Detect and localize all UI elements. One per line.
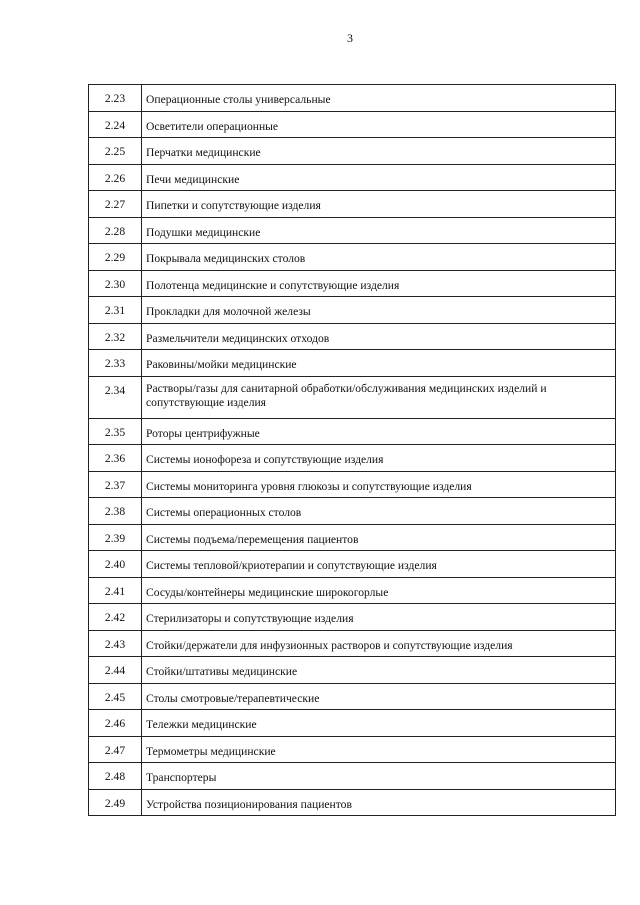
row-number: 2.38	[89, 498, 142, 525]
table-row	[89, 630, 616, 657]
row-description: Раковины/мойки медицинские	[142, 350, 616, 377]
row-description: Термометры медицинские	[142, 736, 616, 763]
table-row	[89, 138, 616, 165]
table-row	[89, 418, 616, 445]
table-row	[89, 297, 616, 324]
table-row	[89, 736, 616, 763]
row-description: Системы подъема/перемещения пациентов	[142, 524, 616, 551]
page-number: 3	[347, 31, 353, 45]
row-number: 2.40	[89, 551, 142, 578]
row-description: Покрывала медицинских столов	[142, 244, 616, 271]
row-description: Устройства позиционирования пациентов	[142, 789, 616, 816]
table-row	[89, 323, 616, 350]
table-row	[89, 551, 616, 578]
table-row	[89, 376, 616, 418]
table-row	[89, 191, 616, 218]
row-number: 2.23	[89, 85, 142, 112]
table-row	[89, 604, 616, 631]
table-row	[89, 710, 616, 737]
row-number: 2.28	[89, 217, 142, 244]
row-number: 2.43	[89, 630, 142, 657]
row-description: Размельчители медицинских отходов	[142, 323, 616, 350]
row-number: 2.41	[89, 577, 142, 604]
row-number: 2.44	[89, 657, 142, 684]
row-description: Сосуды/контейнеры медицинские широкогорлые	[142, 577, 616, 604]
row-number: 2.39	[89, 524, 142, 551]
row-description: Стойки/штативы медицинские	[142, 657, 616, 684]
row-description: Полотенца медицинские и сопутствующие изделия	[142, 270, 616, 297]
row-description: Системы тепловой/криотерапии и сопутствующие изделия	[142, 551, 616, 578]
row-description: Системы мониторинга уровня глюкозы и сопутствующие изделия	[142, 471, 616, 498]
row-description: Системы операционных столов	[142, 498, 616, 525]
row-description: Роторы центрифужные	[142, 418, 616, 445]
table-row	[89, 164, 616, 191]
row-description: Печи медицинские	[142, 164, 616, 191]
table-row	[89, 683, 616, 710]
row-number: 2.33	[89, 350, 142, 377]
row-number: 2.48	[89, 763, 142, 790]
row-number: 2.27	[89, 191, 142, 218]
row-number: 2.34	[89, 376, 142, 418]
row-number: 2.30	[89, 270, 142, 297]
table-row	[89, 789, 616, 816]
row-description: Стойки/держатели для инфузионных растворов и сопутствующие изделия	[142, 630, 616, 657]
row-number: 2.37	[89, 471, 142, 498]
row-number: 2.36	[89, 445, 142, 472]
row-description: Растворы/газы для санитарной обработки/обслуживания медицинских изделий и сопутствующие изделия	[142, 376, 616, 418]
table-row	[89, 111, 616, 138]
table-row	[89, 471, 616, 498]
row-description: Перчатки медицинские	[142, 138, 616, 165]
row-number: 2.24	[89, 111, 142, 138]
row-description: Системы ионофореза и сопутствующие изделия	[142, 445, 616, 472]
table-row	[89, 244, 616, 271]
row-description: Прокладки для молочной железы	[142, 297, 616, 324]
row-number: 2.46	[89, 710, 142, 737]
row-description: Столы смотровые/терапевтические	[142, 683, 616, 710]
row-description: Стерилизаторы и сопутствующие изделия	[142, 604, 616, 631]
table-row	[89, 270, 616, 297]
row-description: Подушки медицинские	[142, 217, 616, 244]
table-row	[89, 498, 616, 525]
table-row	[89, 524, 616, 551]
row-number: 2.29	[89, 244, 142, 271]
row-number: 2.32	[89, 323, 142, 350]
table-row	[89, 763, 616, 790]
row-number: 2.35	[89, 418, 142, 445]
table-row	[89, 657, 616, 684]
table-row	[89, 577, 616, 604]
row-number: 2.47	[89, 736, 142, 763]
table-row	[89, 350, 616, 377]
table-row	[89, 85, 616, 112]
table-row	[89, 445, 616, 472]
row-description: Транспортеры	[142, 763, 616, 790]
row-number: 2.31	[89, 297, 142, 324]
table-row	[89, 217, 616, 244]
item-table	[88, 84, 616, 816]
row-description: Операционные столы универсальные	[142, 85, 616, 112]
row-number: 2.49	[89, 789, 142, 816]
row-description: Тележки медицинские	[142, 710, 616, 737]
row-number: 2.45	[89, 683, 142, 710]
row-number: 2.42	[89, 604, 142, 631]
row-description: Осветители операционные	[142, 111, 616, 138]
row-number: 2.25	[89, 138, 142, 165]
row-number: 2.26	[89, 164, 142, 191]
row-description: Пипетки и сопутствующие изделия	[142, 191, 616, 218]
